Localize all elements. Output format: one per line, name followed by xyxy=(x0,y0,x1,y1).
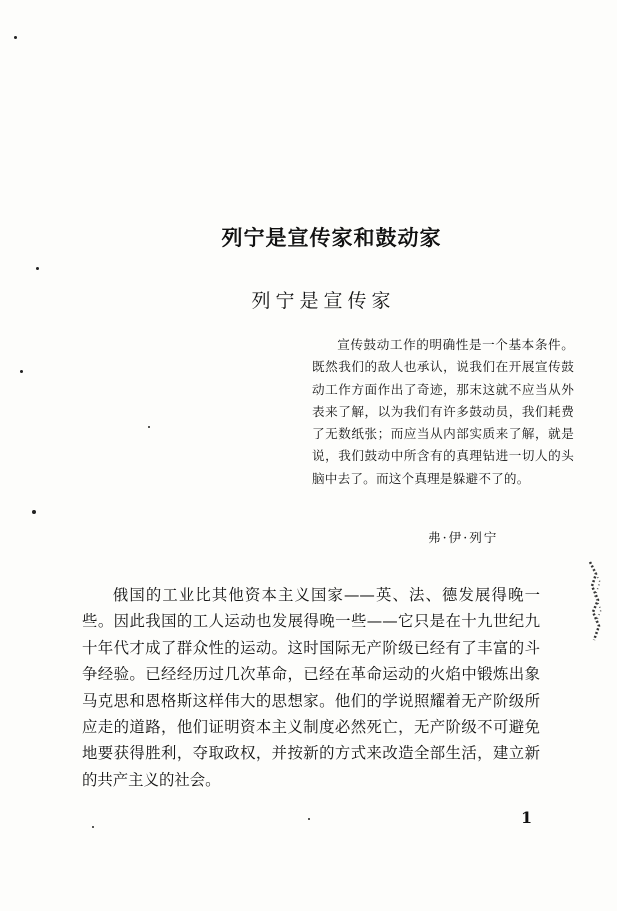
page-number: 1 xyxy=(521,808,533,827)
scan-speck xyxy=(92,826,94,828)
epigraph-attribution: 弗·伊·列宁 xyxy=(428,530,499,545)
scan-edge-smudge xyxy=(584,560,604,645)
scan-speck xyxy=(148,426,150,428)
scan-speck xyxy=(308,818,310,820)
body-paragraph: 俄国的工业比其他资本主义国家——英、法、德发展得晚一些。因此我国的工人运动也发展得晚一些——它只是在十九世纪九十年代才成了群众性的运动。这时国际无产阶级已经有了丰富的斗争经验。已经经历过几次革命，已经在革命运动的火焰中锻炼出象马克思和恩格斯这样伟大的思想家。他们的学说照耀着无产阶级所应走的道路，他们证明资本主义制度必然死亡，无产阶级不可避免地要获得胜利，夺取政权，并按新的方式来改造全部生活，建立新的共产主义的社会。 xyxy=(82,586,540,789)
scan-speck xyxy=(14,36,17,39)
epigraph-quote: 宣传鼓动工作的明确性是一个基本条件。既然我们的敌人也承认，说我们在开展宣传鼓动工作方面作出了奇迹，那末这就不应当从外表来了解，以为我们有许多鼓动员，我们耗费了无数纸张；而应当从内部实质来了解，就是说，我们鼓动中所含有的真理钻进一切人的头脑中去了。而这个真理是躲避不了的。 xyxy=(312,337,574,486)
scan-speck xyxy=(32,510,36,514)
scan-speck xyxy=(36,267,39,270)
scan-speck xyxy=(20,370,23,373)
chapter-title: 列宁是宣传家和鼓动家 xyxy=(221,225,442,250)
section-title: 列宁是宣传家 xyxy=(251,290,396,312)
